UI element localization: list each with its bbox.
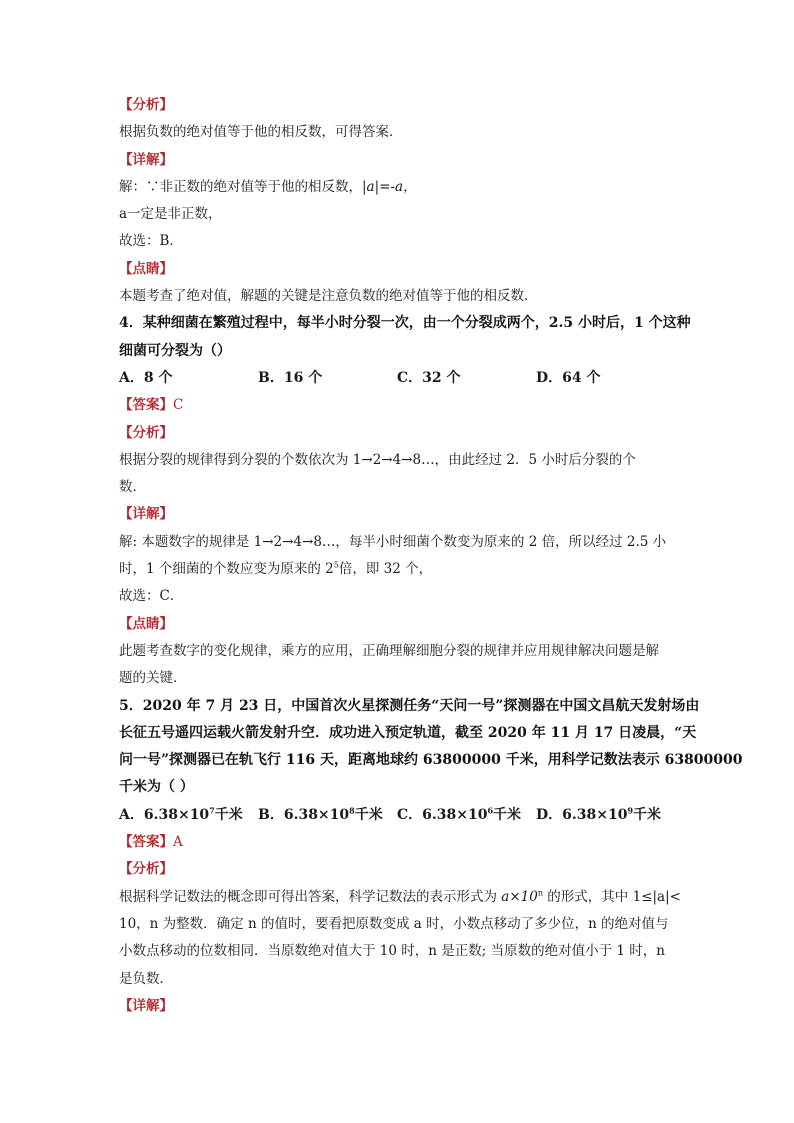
- option-label: B．6.38×10: [258, 806, 350, 823]
- comment-text: 此题考查数字的变化规律，乘方的应用，正确理解细胞分裂的规律并应用规律解决问题是解: [119, 642, 659, 659]
- option-unit: 千米: [493, 806, 522, 823]
- question-5-stem: 问一号”探测器已在轨飞行 116 天，距离地球约 63800000 千米，用科学记数法表示 63800000: [119, 752, 743, 769]
- question-5-options: [119, 802, 679, 829]
- question-4-stem: 细菌可分裂为（）: [119, 342, 231, 359]
- analysis-text: 小数点移动的位数相同．当原数绝对值大于 10 时，n 是正数; 当原数的绝对值小于 1 时，n: [119, 943, 665, 960]
- detail-line: 解: 本题数字的规律是 1→2→4→8…，每半小时细菌个数变为原来的 2 倍，所以经过 2.5 小: [119, 533, 667, 550]
- option-b: B．16 个: [258, 369, 323, 386]
- exponent: 9: [627, 805, 634, 816]
- math-expression: |a|=-a，: [362, 178, 417, 195]
- option-d: D．64 个: [536, 369, 601, 386]
- option-label: D．6.38×10: [536, 806, 628, 823]
- detail-text: 倍，即 32 个，: [338, 561, 433, 578]
- analysis-text: 是负数．: [119, 970, 173, 987]
- question-4-stem: 4．某种细菌在繁殖过程中，每半小时分裂一次，由一个分裂成两个，2.5 小时后，1 个这种: [119, 315, 691, 332]
- answer-heading: 【答案】: [119, 397, 173, 414]
- question-4-options: [119, 365, 679, 392]
- math-expression: a×10: [501, 888, 538, 905]
- detail-line: a一定是非正数，: [119, 206, 222, 223]
- answer-line: [119, 392, 679, 419]
- exponent: 8: [349, 805, 355, 816]
- analysis-text-part: 根据科学记数法的概念即可得出答案，科学记数法的表示形式为: [119, 888, 502, 905]
- option-a: [119, 802, 258, 829]
- exponent: 7: [209, 805, 215, 816]
- answer-line: [119, 829, 679, 856]
- exponent: 6: [487, 805, 494, 816]
- answer-value: A: [173, 834, 183, 851]
- option-c: [397, 802, 536, 829]
- detail-text: 时，1 个细菌的个数应变为原来的 2: [119, 561, 334, 578]
- detail-line: [119, 556, 679, 583]
- detail-heading: 【详解】: [119, 997, 173, 1014]
- answer-value: C: [173, 397, 184, 414]
- analysis-heading: 【分析】: [119, 97, 173, 113]
- option-d: [536, 802, 661, 829]
- comment-text: 本题考查了绝对值，解题的关键是注意负数的绝对值等于他的相反数．: [119, 288, 538, 305]
- question-5-stem: 长征五号遥四运载火箭发射升空．成功进入预定轨道，截至 2020 年 11 月 17 日凌晨，“天: [119, 724, 697, 741]
- exponent: n: [537, 888, 543, 898]
- question-5-stem: 千米为（ ）: [119, 779, 194, 796]
- analysis-heading: 【分析】: [119, 424, 173, 441]
- analysis-text: 根据负数的绝对值等于他的相反数，可得答案．: [119, 124, 403, 141]
- detail-heading: 【详解】: [119, 151, 173, 168]
- analysis-text: 数．: [119, 479, 146, 496]
- document-page: [119, 92, 743, 1020]
- detail-heading: 【详解】: [119, 506, 173, 523]
- analysis-text-part: 的形式，其中 1≤|a|<: [543, 888, 681, 905]
- option-unit: 千米: [354, 806, 383, 823]
- detail-text: 解：∵非正数的绝对值等于他的相反数，: [119, 178, 362, 195]
- option-label: C．6.38×10: [397, 806, 488, 823]
- exponent: 5: [333, 560, 339, 570]
- option-a: A．8 个: [119, 369, 173, 386]
- detail-line: 故选：C．: [119, 588, 184, 605]
- detail-line: 故选：B．: [119, 233, 183, 250]
- comment-heading: 【点睛】: [119, 615, 173, 632]
- option-unit: 千米: [633, 806, 662, 823]
- comment-heading: 【点睛】: [119, 260, 173, 277]
- option-b: [258, 802, 397, 829]
- analysis-heading: 【分析】: [119, 861, 173, 878]
- question-5-stem: 5．2020 年 7 月 23 日，中国首次火星探测任务“天问一号”探测器在中国文昌航天发射场由: [119, 697, 700, 714]
- analysis-text: 10，n 为整数．确定 n 的值时，要看把原数变成 a 时，小数点移动了多少位，n 的绝对值与: [119, 915, 669, 932]
- option-label: A．6.38×10: [119, 806, 210, 823]
- answer-heading: 【答案】: [119, 834, 173, 851]
- option-unit: 千米: [214, 806, 243, 823]
- option-c: C．32 个: [397, 369, 461, 386]
- detail-line: [119, 174, 679, 201]
- analysis-text: 根据分裂的规律得到分裂的个数依次为 1→2→4→8…，由此经过 2．5 小时后分裂的个: [119, 451, 636, 468]
- comment-text: 题的关键．: [119, 670, 187, 687]
- analysis-text: [119, 884, 679, 911]
